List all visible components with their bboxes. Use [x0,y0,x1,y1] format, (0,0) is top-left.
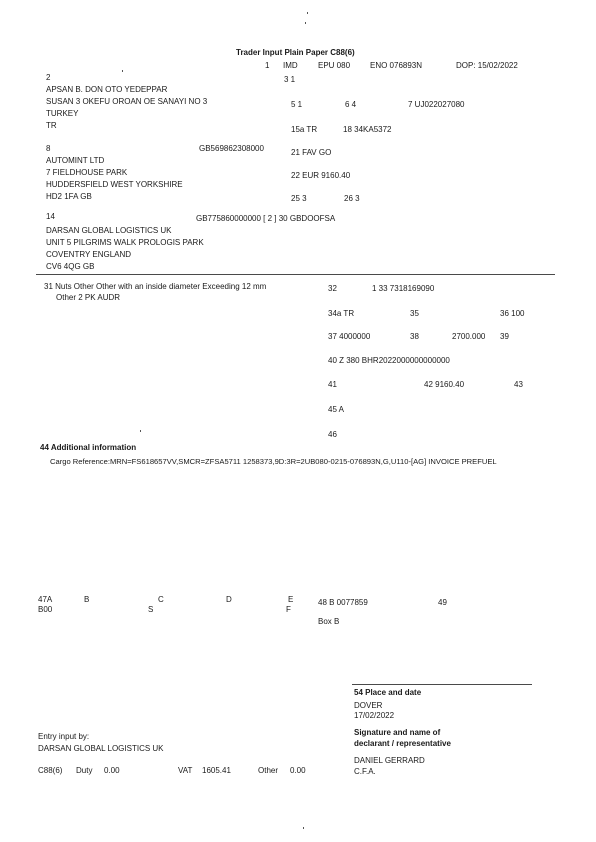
box32-item-number: 32 [328,284,337,293]
box6-packages: 6 4 [345,100,357,109]
consignee-postcode: HD2 1FA GB [46,192,92,201]
date-of-processing: DOP: 15/02/2022 [456,61,518,70]
footer-duty-value: 0.00 [104,766,120,775]
scan-speck [140,430,141,432]
box46-statistical-value: 46 [328,430,337,439]
consignee-name: AUTOMINT LTD [46,156,105,165]
box3-forms: 3 1 [284,75,296,84]
box5-items: 5 1 [291,100,303,109]
consignor-box-number: 2 [46,73,51,82]
box47-col-e: E [288,595,294,604]
declarant-signatory-name: DANIEL GERRARD [354,756,425,765]
place-date-label: 54 Place and date [354,688,422,697]
box47-row-s: S [148,605,154,614]
box38-net-mass: 2700.000 [452,332,486,341]
scan-speck [303,827,304,829]
goods-packages: Other 2 PK AUDR [56,293,121,302]
signature-label-1: Signature and name of [354,728,441,737]
box-b-label: Box B [318,617,340,626]
goods-description: 31 Nuts Other Other with an inside diameter Exceeding 12 mm [44,282,267,291]
place-date-rule [352,684,532,685]
declarant-postcode: CV6 4QG GB [46,262,95,271]
consignor-country-code: TR [46,121,57,130]
document-title: Trader Input Plain Paper C88(6) [236,48,355,57]
box18-transport-id: 18 34KA5372 [343,125,392,134]
consignor-name: APSAN B. DON OTO YEDEPPAR [46,85,168,94]
box47-row-a: B00 [38,605,53,614]
entry-number: ENO 076893N [370,61,423,70]
consignor-address-1: SUSAN 3 OKEFU OROAN OE SANAYI NO 3 [46,97,208,106]
consignor-country: TURKEY [46,109,79,118]
date-of-declaration: 17/02/2022 [354,711,395,720]
declarant-signatory-title: C.F.A. [354,767,376,776]
box25-transport-mode: 25 3 [291,194,307,203]
box47-label: 47A [38,595,53,604]
section-divider [36,274,555,275]
box1-number: 1 [265,61,270,70]
box45-adjustment: 45 A [328,405,345,414]
declarant-box-number: 14 [46,212,55,221]
box35-gross-mass: 35 [410,309,419,318]
box7-reference: 7 UJ022027080 [408,100,465,109]
box42-item-price: 42 9160.40 [424,380,465,389]
box15a-dispatch-country: 15a TR [291,125,318,134]
box47-col-d: D [226,595,232,604]
box36-preference: 36 100 [500,309,525,318]
box39-quota: 39 [500,332,509,341]
scan-speck [122,70,123,72]
box34a-origin: 34a TR [328,309,355,318]
footer-form-code: C88(6) [38,766,63,775]
consignee-box-number: 8 [46,144,51,153]
box33-commodity-code: 1 33 7318169090 [372,284,435,293]
box49-warehouse: 49 [438,598,447,607]
consignee-eori: GB569862308000 [199,144,264,153]
footer-vat-value: 1605.41 [202,766,231,775]
box26-inland-mode: 26 3 [344,194,360,203]
place-of-declaration: DOVER [354,701,383,710]
box40-previous-document: 40 Z 380 BHR2022000000000000 [328,356,450,365]
footer-vat-label: VAT [178,766,193,775]
box22-currency-amount: 22 EUR 9160.40 [291,171,351,180]
scan-speck [305,22,306,24]
box47-col-b: B [84,595,90,604]
declaration-type: IMD [283,61,298,70]
footer-duty-label: Duty [76,766,93,775]
entry-input-value: DARSAN GLOBAL LOGISTICS UK [38,744,164,753]
additional-info-text: Cargo Reference:MRN=FS618657VV,SMCR=ZFSA5711 1258373,9D:3R=2UB080-0215-076893N,G,U110-[AG] INVOICE PREFUEL [50,457,497,466]
entry-input-label: Entry input by: [38,732,90,741]
footer-other-label: Other [258,766,279,775]
declarant-eori: GB775860000000 [ 2 ] 30 GBDOOFSA [196,214,336,223]
epu-number: EPU 080 [318,61,351,70]
declarant-address-2: COVENTRY ENGLAND [46,250,132,259]
box43-valuation-method: 43 [514,380,523,389]
box41-supplementary-units: 41 [328,380,337,389]
consignee-address-1: 7 FIELDHOUSE PARK [46,168,128,177]
box37-procedure: 37 4000000 [328,332,371,341]
declarant-address-1: UNIT 5 PILGRIMS WALK PROLOGIS PARK [46,238,204,247]
footer-other-value: 0.00 [290,766,306,775]
box38-label: 38 [410,332,419,341]
scan-speck [307,12,308,14]
additional-info-label: 44 Additional information [40,443,137,452]
signature-label-2: declarant / representative [354,739,451,748]
box21-transport: 21 FAV GO [291,148,332,157]
box47-col-c: C [158,595,164,604]
box48-deferred-payment: 48 B 0077859 [318,598,368,607]
declarant-name: DARSAN GLOBAL LOGISTICS UK [46,226,172,235]
consignee-address-2: HUDDERSFIELD WEST YORKSHIRE [46,180,183,189]
box47-row-f: F [286,605,291,614]
